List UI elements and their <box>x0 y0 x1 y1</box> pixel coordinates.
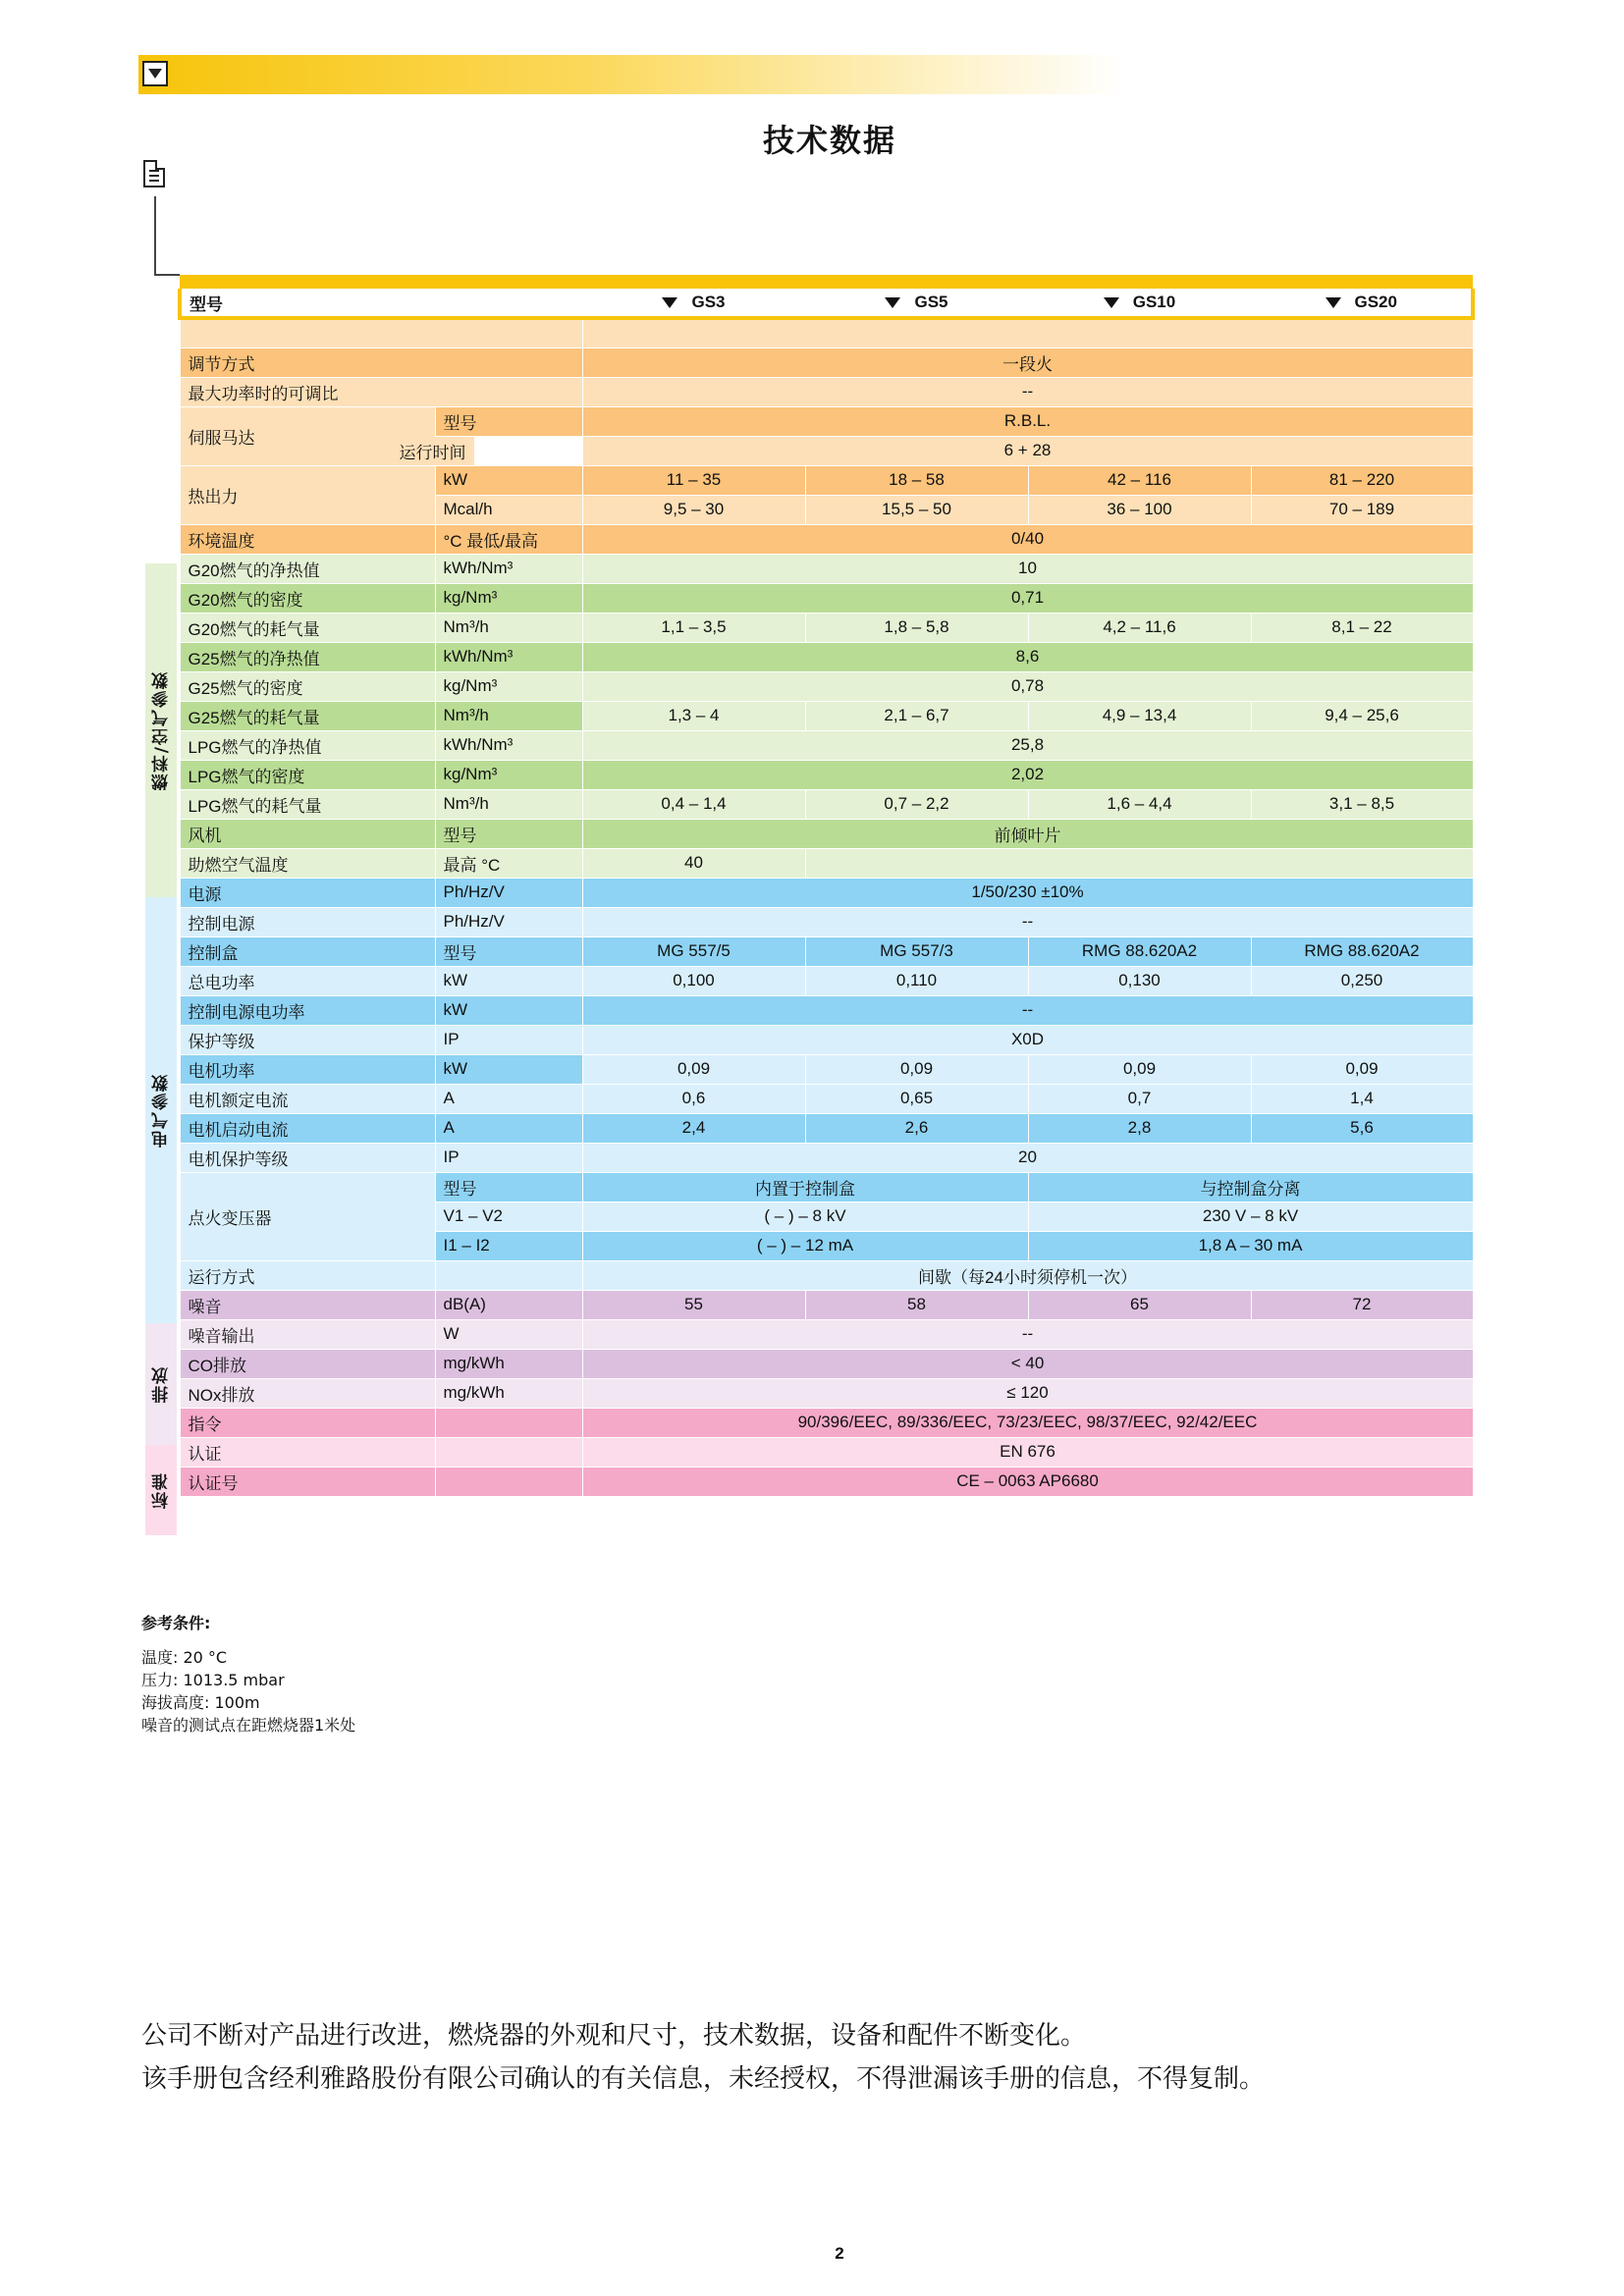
row-label: 认证号 <box>180 1467 435 1496</box>
unit-cell: 最高 °C <box>435 848 582 878</box>
row-label: 电机额定电流 <box>180 1084 435 1113</box>
unit-cell: IP <box>435 1025 582 1054</box>
cell-value: 90/396/EEC, 89/336/EEC, 73/23/EEC, 98/37/EEC, 92/42/EEC <box>582 1408 1473 1437</box>
row-label: CO排放 <box>180 1349 435 1378</box>
unit-cell: mg/kWh <box>435 1349 582 1378</box>
cell-value: ( – ) – 8 kV <box>582 1201 1028 1231</box>
unit-cell: Nm³/h <box>435 789 582 819</box>
cell-value: 0,110 <box>805 966 1028 995</box>
cell-value: 1,4 <box>1251 1084 1473 1113</box>
cell-value: 18 – 58 <box>805 465 1028 495</box>
cell-value: -- <box>582 995 1473 1025</box>
row-label: NOx排放 <box>180 1378 435 1408</box>
cell-value: 0,09 <box>805 1054 1028 1084</box>
disclaimer-line: 公司不断对产品进行改进，燃烧器的外观和尺寸，技术数据，设备和配件不断变化。 <box>141 2021 1087 2051</box>
row-label: 控制电源电功率 <box>180 995 435 1025</box>
table-row <box>180 377 1473 406</box>
cell-value: 4,9 – 13,4 <box>1028 701 1251 730</box>
cell-value: X0D <box>582 1025 1473 1054</box>
cell-value: CE – 0063 AP6680 <box>582 1467 1473 1496</box>
model-header-gs10[interactable]: GS10 <box>1028 289 1251 318</box>
unit-cell: dB(A) <box>435 1290 582 1319</box>
row-label: 环境温度 <box>180 524 435 554</box>
cell-value: 0,100 <box>582 966 805 995</box>
table-row <box>180 524 1473 554</box>
connector-line <box>154 274 180 276</box>
unit-cell: Nm³/h <box>435 701 582 730</box>
unit-cell: Ph/Hz/V <box>435 878 582 907</box>
cell-value: 65 <box>1028 1290 1251 1319</box>
table-row <box>180 1290 1473 1319</box>
unit-cell: kWh/Nm³ <box>435 554 582 583</box>
cell-value: 4,2 – 11,6 <box>1028 613 1251 642</box>
row-label: 风机 <box>180 819 435 848</box>
unit-cell <box>435 1408 582 1437</box>
unit-cell: 型号 <box>435 1172 582 1201</box>
unit-cell: 型号 <box>435 936 582 966</box>
row-label: 热出力 <box>180 465 435 524</box>
table-row <box>180 406 1473 436</box>
cell-value: 6 + 28 <box>582 436 1473 465</box>
cell-value: 0,250 <box>1251 966 1473 995</box>
row-label: G20燃气的净热值 <box>180 554 435 583</box>
table-row <box>180 878 1473 907</box>
row-label: 电源 <box>180 878 435 907</box>
cell-value: 0,78 <box>582 671 1473 701</box>
table-row <box>180 1084 1473 1113</box>
table-row <box>180 819 1473 848</box>
cell-value: 0,7 – 2,2 <box>805 789 1028 819</box>
cell-value: 20 <box>582 1143 1473 1172</box>
table-row <box>180 1143 1473 1172</box>
unit-cell: kWh/Nm³ <box>435 730 582 760</box>
row-label: 运行方式 <box>180 1260 435 1290</box>
row-label: 助燃空气温度 <box>180 848 435 878</box>
cell-value: 0/40 <box>582 524 1473 554</box>
unit-cell: kg/Nm³ <box>435 671 582 701</box>
table-row <box>180 1319 1473 1349</box>
cell-value: -- <box>582 377 1473 406</box>
row-label: LPG燃气的密度 <box>180 760 435 789</box>
table-row <box>180 848 1473 878</box>
row-label: 保护等级 <box>180 1025 435 1054</box>
section-label-electrical: 电气参数 <box>145 897 177 1323</box>
cell-value: -- <box>582 1319 1473 1349</box>
unit-cell: Nm³/h <box>435 613 582 642</box>
cell-value: -- <box>582 907 1473 936</box>
row-label: 总电功率 <box>180 966 435 995</box>
model-header-gs5[interactable]: GS5 <box>805 289 1028 318</box>
table-row <box>180 1260 1473 1290</box>
cell-value: 0,4 – 1,4 <box>582 789 805 819</box>
cell-value: 11 – 35 <box>582 465 805 495</box>
cell-value: < 40 <box>582 1349 1473 1378</box>
table-row <box>180 936 1473 966</box>
unit-cell: kg/Nm³ <box>435 760 582 789</box>
table-row <box>180 966 1473 995</box>
table-row <box>180 1437 1473 1467</box>
table-row <box>180 907 1473 936</box>
row-label: 最大功率时的可调比 <box>180 377 582 406</box>
cell-value: 2,02 <box>582 760 1473 789</box>
header-label: 型号 <box>180 289 582 318</box>
section-label-standards: 标准 <box>145 1445 177 1535</box>
spec-table <box>178 275 1475 1497</box>
unit-cell: 型号 <box>435 819 582 848</box>
table-row <box>180 1025 1473 1054</box>
cell-value: ≤ 120 <box>582 1378 1473 1408</box>
unit-cell: IP <box>435 1143 582 1172</box>
triangle-down-icon <box>885 297 900 308</box>
unit-cell: kW <box>435 966 582 995</box>
cell-value: 1,6 – 4,4 <box>1028 789 1251 819</box>
unit-cell: kW <box>435 465 582 495</box>
row-label: 电机保护等级 <box>180 1143 435 1172</box>
table-row <box>180 1408 1473 1437</box>
triangle-down-icon <box>148 69 162 79</box>
unit-cell: Ph/Hz/V <box>435 907 582 936</box>
row-label: 调节方式 <box>180 347 582 377</box>
cell-value: 0,71 <box>582 583 1473 613</box>
cell-value: 72 <box>1251 1290 1473 1319</box>
cell-value: 内置于控制盒 <box>582 1172 1028 1201</box>
row-label: 伺服马达 <box>180 406 435 465</box>
cell-value: 1,3 – 4 <box>582 701 805 730</box>
table-row <box>180 1467 1473 1496</box>
row-label: G25燃气的净热值 <box>180 642 435 671</box>
row-label: G20燃气的耗气量 <box>180 613 435 642</box>
table-row <box>180 613 1473 642</box>
cell-value: 1,8 A – 30 mA <box>1028 1231 1473 1260</box>
cell-value: R.B.L. <box>582 406 1473 436</box>
page-title: 技术数据 <box>762 122 896 159</box>
row-label: 电机启动电流 <box>180 1113 435 1143</box>
model-header-gs3[interactable]: GS3 <box>582 289 805 318</box>
unit-cell <box>435 1437 582 1467</box>
cell-value: 58 <box>805 1290 1028 1319</box>
cell-value: 间歇（每24小时须停机一次） <box>582 1260 1473 1290</box>
cell-value: 3,1 – 8,5 <box>1251 789 1473 819</box>
unit-cell: A <box>435 1084 582 1113</box>
row-label: G25燃气的密度 <box>180 671 435 701</box>
cell-value: 9,4 – 25,6 <box>1251 701 1473 730</box>
table-row <box>180 1113 1473 1143</box>
cell-value: 2,4 <box>582 1113 805 1143</box>
table-row <box>180 642 1473 671</box>
table-row <box>180 730 1473 760</box>
row-label: 噪音输出 <box>180 1319 435 1349</box>
cell-value: 25,8 <box>582 730 1473 760</box>
table-row <box>180 701 1473 730</box>
connector-line <box>154 196 156 275</box>
cell-value: 0,7 <box>1028 1084 1251 1113</box>
cell-value: MG 557/3 <box>805 936 1028 966</box>
cell-value: 40 <box>582 848 805 878</box>
cell-value: 42 – 116 <box>1028 465 1251 495</box>
notes-line: 温度: 20 °C <box>141 1648 228 1667</box>
unit-cell: kg/Nm³ <box>435 583 582 613</box>
table-row <box>180 1172 1473 1201</box>
unit-cell: mg/kWh <box>435 1378 582 1408</box>
cell-value: 2,6 <box>805 1113 1028 1143</box>
cell-value: 0,09 <box>582 1054 805 1084</box>
cell-value: 0,6 <box>582 1084 805 1113</box>
table-row <box>180 760 1473 789</box>
cell-value: 8,6 <box>582 642 1473 671</box>
row-label: G25燃气的耗气量 <box>180 701 435 730</box>
table-row <box>180 436 1473 465</box>
sub-label: 运行时间 <box>327 436 474 465</box>
disclaimer <box>141 2014 1265 2101</box>
table-row <box>180 1054 1473 1084</box>
cell-value: 5,6 <box>1251 1113 1473 1143</box>
table-row <box>180 1378 1473 1408</box>
cell-value: 一段火 <box>582 347 1473 377</box>
cell-value: 1/50/230 ±10% <box>582 878 1473 907</box>
row-label: 控制电源 <box>180 907 435 936</box>
cell-value: EN 676 <box>582 1437 1473 1467</box>
empty-cell <box>805 848 1473 878</box>
table-row <box>180 554 1473 583</box>
section-label-emissions: 排放 <box>145 1323 177 1445</box>
cell-value: 36 – 100 <box>1028 495 1251 524</box>
row-label: 电机功率 <box>180 1054 435 1084</box>
table-row <box>180 1349 1473 1378</box>
unit-cell: kW <box>435 995 582 1025</box>
cell-value: 0,65 <box>805 1084 1028 1113</box>
table-row <box>180 671 1473 701</box>
unit-cell: °C 最低/最高 <box>435 524 582 554</box>
cell-value: 10 <box>582 554 1473 583</box>
cell-value: 70 – 189 <box>1251 495 1473 524</box>
unit-cell: 型号 <box>435 406 582 436</box>
row-label: 指令 <box>180 1408 435 1437</box>
table-row <box>180 465 1473 495</box>
row-label: 噪音 <box>180 1290 435 1319</box>
notes-title: 参考条件: <box>141 1614 211 1632</box>
unit-cell: A <box>435 1113 582 1143</box>
table-row <box>180 995 1473 1025</box>
row-label: G20燃气的密度 <box>180 583 435 613</box>
cell-value: ( – ) – 12 mA <box>582 1231 1028 1260</box>
cell-value: 1,8 – 5,8 <box>805 613 1028 642</box>
triangle-down-icon <box>1104 297 1119 308</box>
cell-value: 2,8 <box>1028 1113 1251 1143</box>
collapse-toggle[interactable] <box>142 61 168 86</box>
cell-value: 0,09 <box>1028 1054 1251 1084</box>
cell-value: MG 557/5 <box>582 936 805 966</box>
row-label: 点火变压器 <box>180 1172 435 1260</box>
document-icon <box>143 160 165 187</box>
triangle-down-icon <box>662 297 677 308</box>
unit-cell <box>435 1260 582 1290</box>
table-row <box>180 789 1473 819</box>
row-label: LPG燃气的耗气量 <box>180 789 435 819</box>
row-label: 控制盒 <box>180 936 435 966</box>
cell-value: 8,1 – 22 <box>1251 613 1473 642</box>
table-row <box>180 347 1473 377</box>
cell-value: 15,5 – 50 <box>805 495 1028 524</box>
cell-value: RMG 88.620A2 <box>1028 936 1251 966</box>
cell-value: 9,5 – 30 <box>582 495 805 524</box>
cell-value: 55 <box>582 1290 805 1319</box>
cell-value: 前倾叶片 <box>582 819 1473 848</box>
unit-cell: W <box>435 1319 582 1349</box>
unit-cell: kW <box>435 1054 582 1084</box>
model-header-gs20[interactable]: GS20 <box>1251 289 1473 318</box>
unit-cell: V1 – V2 <box>435 1201 582 1231</box>
cell-value: 2,1 – 6,7 <box>805 701 1028 730</box>
unit-cell: I1 – I2 <box>435 1231 582 1260</box>
cell-value: RMG 88.620A2 <box>1251 936 1473 966</box>
row-label: 认证 <box>180 1437 435 1467</box>
unit-cell: kWh/Nm³ <box>435 642 582 671</box>
section-label-fuel: 燃料/空气参数 <box>145 563 177 897</box>
disclaimer-line: 该手册包含经利雅路股份有限公司确认的有关信息，未经授权，不得泄漏该手册的信息，不得复制。 <box>141 2064 1266 2094</box>
cell-value: 230 V – 8 kV <box>1028 1201 1473 1231</box>
row-label: LPG燃气的净热值 <box>180 730 435 760</box>
triangle-down-icon <box>1326 297 1341 308</box>
cell-value: 与控制盒分离 <box>1028 1172 1473 1201</box>
unit-cell: Mcal/h <box>435 495 582 524</box>
table-row <box>180 583 1473 613</box>
reference-conditions <box>141 1612 355 1736</box>
cell-value: 1,1 – 3,5 <box>582 613 805 642</box>
unit-cell <box>435 1467 582 1496</box>
page-number: 2 <box>835 2244 844 2263</box>
table-header-row <box>180 289 1473 318</box>
cell-value: 0,130 <box>1028 966 1251 995</box>
header-bar <box>138 55 1125 94</box>
notes-line: 压力: 1013.5 mbar <box>141 1671 285 1689</box>
notes-line: 海拔高度: 100m <box>141 1693 260 1712</box>
notes-line: 噪音的测试点在距燃烧器1米处 <box>141 1716 356 1735</box>
cell-value: 81 – 220 <box>1251 465 1473 495</box>
cell-value: 0,09 <box>1251 1054 1473 1084</box>
